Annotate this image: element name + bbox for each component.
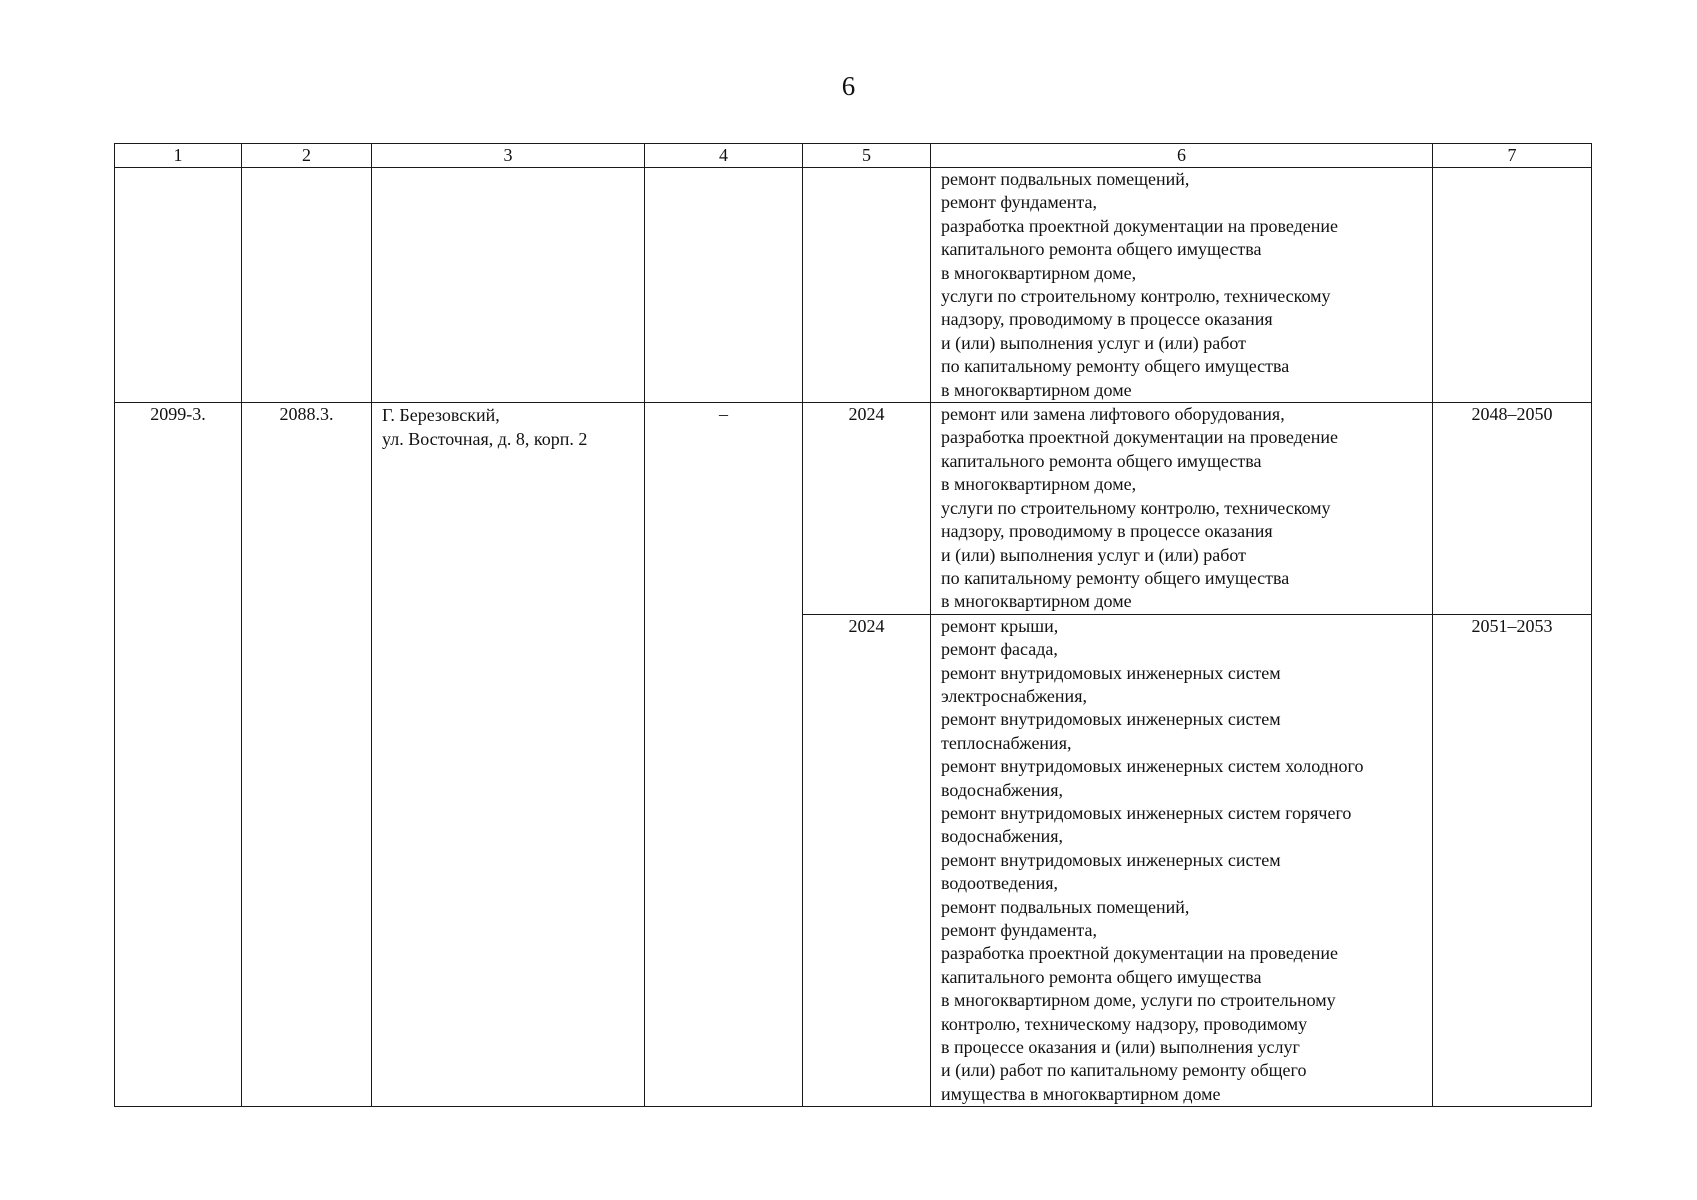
- works-cell: [931, 614, 1433, 1107]
- continuation-cell-7: [1433, 168, 1592, 403]
- address-cell: [372, 403, 645, 1107]
- work-line: в многоквартирном доме,: [941, 474, 1137, 495]
- entry-number-cell: 2099-3.: [115, 403, 242, 1107]
- continuation-works-cell: [931, 168, 1433, 403]
- numbers-cell: 2048–2050: [1433, 403, 1592, 615]
- column-header-4: 4: [645, 144, 803, 168]
- column-header-2: 2: [242, 144, 372, 168]
- work-line: ремонт подвальных помещений,: [941, 896, 1190, 917]
- work-line: услуги по строительному контролю, техническому: [941, 286, 1331, 307]
- address-line: Г. Березовский,: [382, 405, 500, 426]
- work-line: в процессе оказания и (или) выполнения услуг: [941, 1037, 1300, 1058]
- work-line: разработка проектной документации на проведение: [941, 943, 1339, 964]
- work-line: надзору, проводимому в процессе оказания: [941, 521, 1273, 542]
- work-line: водоснабжения,: [941, 779, 1064, 800]
- work-line: и (или) выполнения услуг и (или) работ: [941, 544, 1247, 565]
- continuation-cell-5: [803, 168, 931, 403]
- column-header-6: 6: [931, 144, 1433, 168]
- work-line: ремонт внутридомовых инженерных систем: [941, 662, 1281, 683]
- work-line: капитального ремонта общего имущества: [941, 450, 1262, 471]
- header-row: [115, 144, 1592, 168]
- column-header-5: 5: [803, 144, 931, 168]
- work-line: в многоквартирном доме: [941, 591, 1132, 612]
- work-line: водоснабжения,: [941, 826, 1064, 847]
- work-line: и (или) работ по капитальному ремонту общего: [941, 1060, 1307, 1081]
- entry-row-1: [115, 403, 1592, 615]
- year-cell: 2024: [803, 403, 931, 615]
- column-header-1: 1: [115, 144, 242, 168]
- continuation-row: [115, 168, 1592, 403]
- work-line: разработка проектной документации на проведение: [941, 427, 1339, 448]
- work-line: ремонт внутридомовых инженерных систем холодного: [941, 756, 1364, 777]
- year-cell: 2024: [803, 614, 931, 1107]
- work-line: капитального ремонта общего имущества: [941, 966, 1262, 987]
- work-line: по капитальному ремонту общего имущества: [941, 567, 1290, 588]
- work-line: контролю, техническому надзору, проводимому: [941, 1013, 1308, 1034]
- column-header-3: 3: [372, 144, 645, 168]
- work-line: ремонт внутридомовых инженерных систем горячего: [941, 802, 1352, 823]
- column-header-7: 7: [1433, 144, 1592, 168]
- work-line: электроснабжения,: [941, 685, 1087, 706]
- continuation-cell-3: [372, 168, 645, 403]
- entry-sub-number-cell: 2088.3.: [242, 403, 372, 1107]
- work-line: ремонт внутридомовых инженерных систем: [941, 849, 1281, 870]
- continuation-cell-1: [115, 168, 242, 403]
- work-line: ремонт фасада,: [941, 639, 1058, 660]
- work-line: разработка проектной документации на проведение: [941, 215, 1339, 236]
- work-line: ремонт фундамента,: [941, 192, 1097, 213]
- work-line: капитального ремонта общего имущества: [941, 239, 1262, 260]
- work-line: по капитальному ремонту общего имущества: [941, 356, 1290, 377]
- numbers-cell: 2051–2053: [1433, 614, 1592, 1107]
- work-line: в многоквартирном доме,: [941, 262, 1137, 283]
- work-line: и (или) выполнения услуг и (или) работ: [941, 332, 1247, 353]
- works-cell: [931, 403, 1433, 615]
- work-line: ремонт или замена лифтового оборудования,: [941, 404, 1285, 425]
- work-line: в многоквартирном доме: [941, 379, 1132, 400]
- page-number: 6: [841, 71, 856, 101]
- continuation-cell-4: [645, 168, 803, 403]
- repair-schedule-table: [114, 143, 1592, 1107]
- work-line: надзору, проводимому в процессе оказания: [941, 309, 1273, 330]
- work-line: водоотведения,: [941, 873, 1058, 894]
- work-line: ремонт внутридомовых инженерных систем: [941, 709, 1281, 730]
- work-line: теплоснабжения,: [941, 732, 1072, 753]
- work-line: ремонт подвальных помещений,: [941, 169, 1190, 189]
- work-line: ремонт фундамента,: [941, 920, 1097, 940]
- work-line: услуги по строительному контролю, техническому: [941, 497, 1331, 518]
- continuation-cell-2: [242, 168, 372, 403]
- dash-cell: –: [645, 403, 803, 1107]
- address-line: ул. Восточная, д. 8, корп. 2: [382, 429, 588, 450]
- work-line: имущества в многоквартирном доме: [941, 1083, 1221, 1104]
- work-line: ремонт крыши,: [941, 615, 1059, 636]
- work-line: в многоквартирном доме, услуги по строительному: [941, 990, 1336, 1011]
